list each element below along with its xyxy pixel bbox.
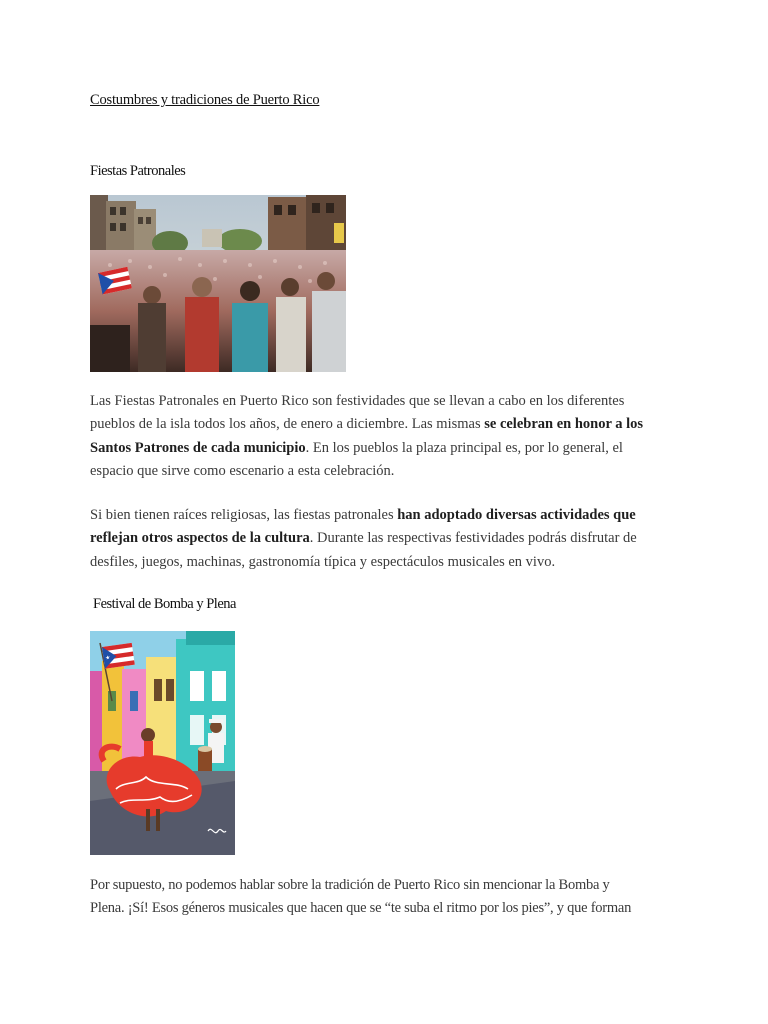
bold-phrase: reflejan otros aspectos de la cultura — [90, 530, 310, 547]
paragraph-fiestas-1 — [90, 390, 680, 483]
paragraph-line: Si bien tienen raíces religiosas, las fiestas patronales han adoptado diversas actividades que — [90, 507, 636, 523]
section-heading-fiestas-patronales: Fiestas Patronales — [90, 163, 186, 179]
paragraph-line: Santos Patrones de cada municipio. En los pueblos la plaza principal es, por lo general, el — [90, 439, 623, 456]
section-heading-bomba-y-plena: Festival de Bomba y Plena — [93, 596, 236, 612]
paragraph-fiestas-2 — [90, 504, 680, 574]
fiestas-patronales-photo — [90, 195, 346, 372]
bomba-y-plena-painting — [90, 631, 235, 855]
document-title: Costumbres y tradiciones de Puerto Rico — [90, 92, 320, 108]
bold-phrase: han adoptado diversas actividades que — [397, 507, 636, 523]
paragraph-line: pueblos de la isla todos los años, de enero a diciembre. Las mismas se celebran en honor a los — [90, 416, 644, 433]
paragraph-line: reflejan otros aspectos de la cultura. Durante las respectivas festividades podrás disfrutar de — [90, 530, 637, 547]
bold-phrase: se celebran en honor a los — [484, 416, 644, 433]
paragraph-line: Las Fiestas Patronales en Puerto Rico son festividades que se llevan a cabo en los diferentes — [90, 393, 625, 409]
paragraph-line: espacio que sirve como escenario a esta celebración. — [90, 462, 395, 479]
paragraph-line: Plena. ¡Sí! Esos géneros musicales que hacen que se “te suba el ritmo por los pies”, y que forman — [90, 900, 632, 917]
paragraph-bomba-y-plena — [90, 874, 680, 921]
bold-phrase: Santos Patrones de cada municipio — [90, 439, 306, 456]
paragraph-line: Por supuesto, no podemos hablar sobre la tradición de Puerto Rico sin mencionar la Bomba y — [90, 877, 610, 893]
paragraph-line: desfiles, juegos, machinas, gastronomía típica y espectáculos musicales en vivo. — [90, 553, 556, 570]
